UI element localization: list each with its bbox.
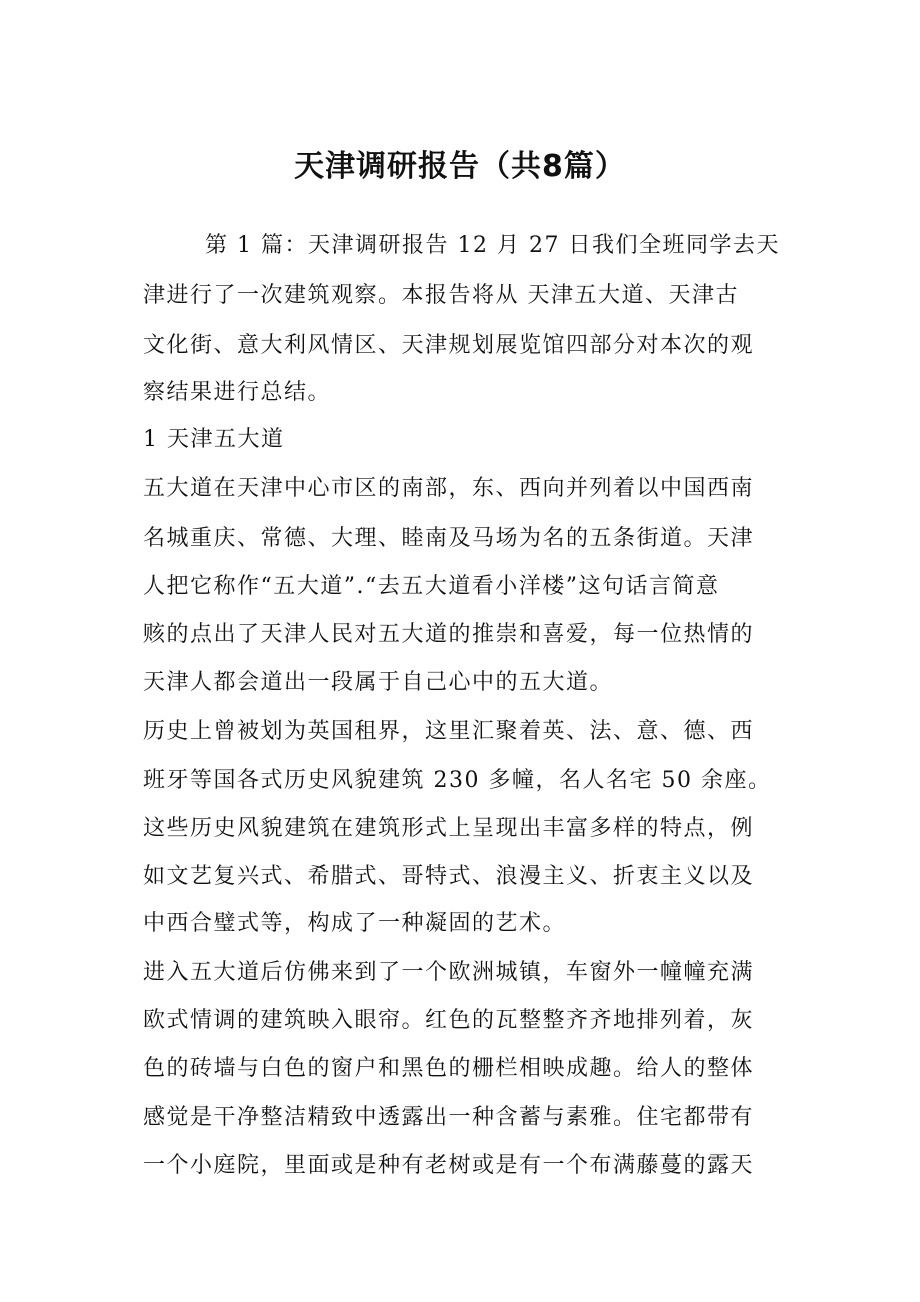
paragraph-line: 中西合璧式等，构成了一种凝固的艺术。 — [143, 911, 567, 936]
paragraph-line: 津进行了一次建筑观察。本报告将从 天津五大道、天津古 — [143, 283, 739, 308]
paragraph-line: 文化街、意大利风情区、天津规划展览馆四部分对本次的观 — [143, 333, 755, 358]
paragraph-line: 察结果进行总结。 — [143, 380, 332, 405]
paragraph-line: 历史上曾被划为英国租界，这里汇聚着英、法、意、德、西 — [143, 719, 755, 744]
paragraph-line: 天津人都会道出一段属于自己心中的五大道。 — [143, 670, 614, 695]
paragraph-line: 欧式情调的建筑映入眼帘。红色的瓦整整齐齐地排列着，灰 — [143, 1008, 755, 1033]
paragraph-line: 这些历史风貌建筑在建筑形式上呈现出丰富多样的特点，例 — [143, 816, 755, 841]
paragraph-line: 进入五大道后仿佛来到了一个欧洲城镇，车窗外一幢幢充满 — [143, 960, 755, 985]
paragraph-line: 第 1 篇：天津调研报告 12 月 27 日我们全班同学去天 — [205, 233, 780, 258]
paragraph-line: 名城重庆、常德、大理、睦南及马场为名的五条街道。天津 — [143, 526, 755, 551]
document-title: 天津调研报告（共8篇） — [294, 149, 626, 184]
paragraph-line: 色的砖墙与白色的窗户和黑色的栅栏相映成趣。给人的整体 — [143, 1056, 755, 1081]
paragraph-line: 赅的点出了天津人民对五大道的推崇和喜爱，每一位热情的 — [143, 622, 755, 647]
paragraph-line: 五大道在天津中心市区的南部，东、西向并列着以中国西南 — [143, 476, 755, 501]
paragraph-line: 班牙等国各式历史风貌建筑 230 多幢，名人名宅 50 余座。 — [143, 768, 772, 793]
paragraph-line: 一个小庭院，里面或是种有老树或是有一个布满藤蔓的露天 — [143, 1153, 755, 1178]
section-heading: 1 天津五大道 — [143, 427, 285, 452]
paragraph-line: 人把它称作“五大道”.“去五大道看小洋楼”这句话言简意 — [143, 574, 720, 599]
paragraph-line: 如文艺复兴式、希腊式、哥特式、浪漫主义、折衷主义以及 — [143, 864, 755, 889]
paragraph-line: 感觉是干净整洁精致中透露出一种含蓄与素雅。住宅都带有 — [143, 1105, 755, 1130]
